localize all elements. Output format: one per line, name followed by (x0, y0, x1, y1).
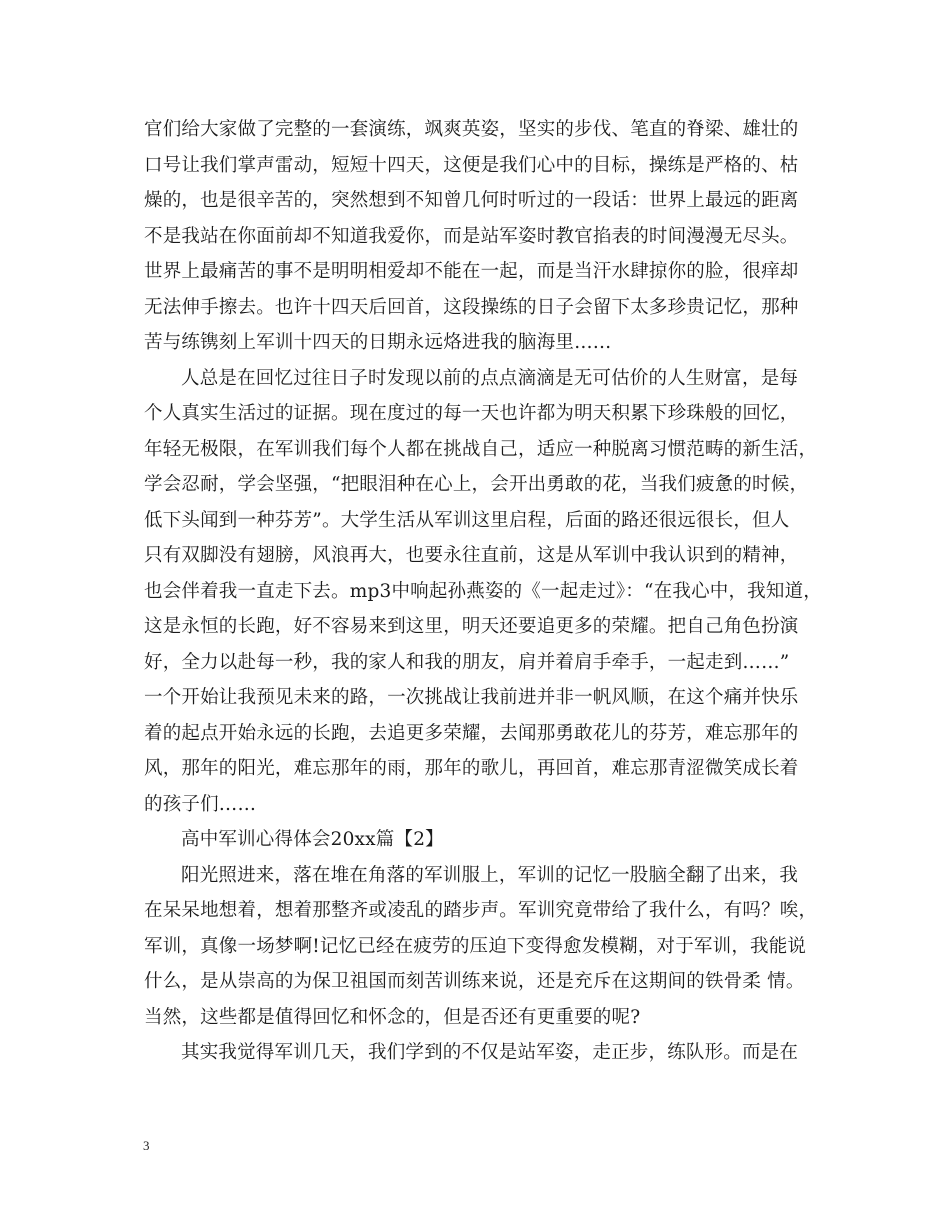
text-line: 在呆呆地想着，想着那整齐或凌乱的踏步声。军训究竟带给了我什么，有吗？唉， (144, 900, 818, 921)
text-line: 无法伸手擦去。也许十四天后回首，这段操练的日子会留下太多珍贵记忆，那种 (144, 296, 799, 318)
text-line: 苦与练镌刻上军训十四天的日期永远烙进我的脑海里…… (144, 332, 612, 353)
text-line: 人总是在回忆过往日子时发现以前的点点滴滴是无可估价的人生财富，是每 (181, 367, 799, 389)
text-line: 当然，这些都是值得回忆和怀念的，但是否还有更重要的呢? (144, 1006, 641, 1028)
text-line: 燥的，也是很辛苦的，突然想到不知曾几何时听过的一段话：世界上最远的距离 (144, 190, 799, 211)
text-line: 风，那年的阳光，难忘那年的雨，那年的歌儿，再回首，难忘那青涩微笑成长着 (144, 758, 799, 779)
text-line: 也会伴着我一直走下去。mp3中响起孙燕姿的《一起走过》：“在我心中，我知道， (144, 580, 822, 602)
text-line: 年轻无极限，在军训我们每个人都在挑战自己，适应一种脱离习惯范畴的新生活， (144, 438, 818, 460)
text-line: 其实我觉得军训几天，我们学到的不仅是站军姿，走正步，练队形。而是在 (181, 1042, 799, 1063)
body-text (144, 112, 824, 1071)
text-line: 不是我站在你面前却不知道我爱你，而是站军姿时教官掐表的时间漫漫无尽头。 (144, 225, 799, 247)
text-line: 低下头闻到一种芬芳”。大学生活从军训这里启程，后面的路还很远很长，但人 (144, 509, 790, 531)
text-line: 官们给大家做了完整的一套演练，飒爽英姿，坚实的步伐、笔直的脊梁、雄壮的 (144, 119, 799, 140)
text-line: 的孩子们…… (144, 793, 257, 815)
text-line: 什么，是从崇高的为保卫祖国而刻苦训练来说，还是充斥在这期间的铁骨柔 情。 (144, 971, 805, 992)
text-line: 只有双脚没有翅膀，风浪再大，也要永往直前，这是从军训中我认识到的精神， (144, 545, 799, 566)
text-line: 口号让我们掌声雷动，短短十四天，这便是我们心中的目标，操练是严格的、枯 (144, 154, 799, 176)
text-line: 好，全力以赴每一秒，我的家人和我的朋友，肩并着肩手牵手，一起走到……” (144, 651, 790, 673)
page-number: 3 (143, 1138, 150, 1153)
text-line: 军训，真像一场梦啊!记忆已经在疲劳的压迫下变得愈发模糊，对于军训，我能说 (144, 935, 807, 957)
text-line: 高中军训心得体会20xx篇【2】 (181, 829, 444, 850)
text-line: 学会忍耐，学会坚强，“把眼泪种在心上，会开出勇敢的花，当我们疲惫的时候， (144, 474, 809, 495)
text-line: 个人真实生活过的证据。现在度过的每一天也许都为明天积累下珍珠般的回忆， (144, 403, 799, 424)
text-line: 阳光照进来，落在堆在角落的军训服上，军训的记忆一股脑全翻了出来，我 (181, 864, 799, 886)
text-line: 着的起点开始永远的长跑，去追更多荣耀，去闻那勇敢花儿的芬芳，难忘那年的 (144, 722, 799, 744)
text-line: 世界上最痛苦的事不是明明相爱却不能在一起，而是当汗水肆掠你的脸，很痒却 (144, 261, 799, 282)
text-line: 一个开始让我预见未来的路，一次挑战让我前进并非一帆风顺，在这个痛并快乐 (144, 687, 799, 708)
text-line: 这是永恒的长跑，好不容易来到这里，明天还要追更多的荣耀。把自己角色扮演 (144, 616, 799, 637)
